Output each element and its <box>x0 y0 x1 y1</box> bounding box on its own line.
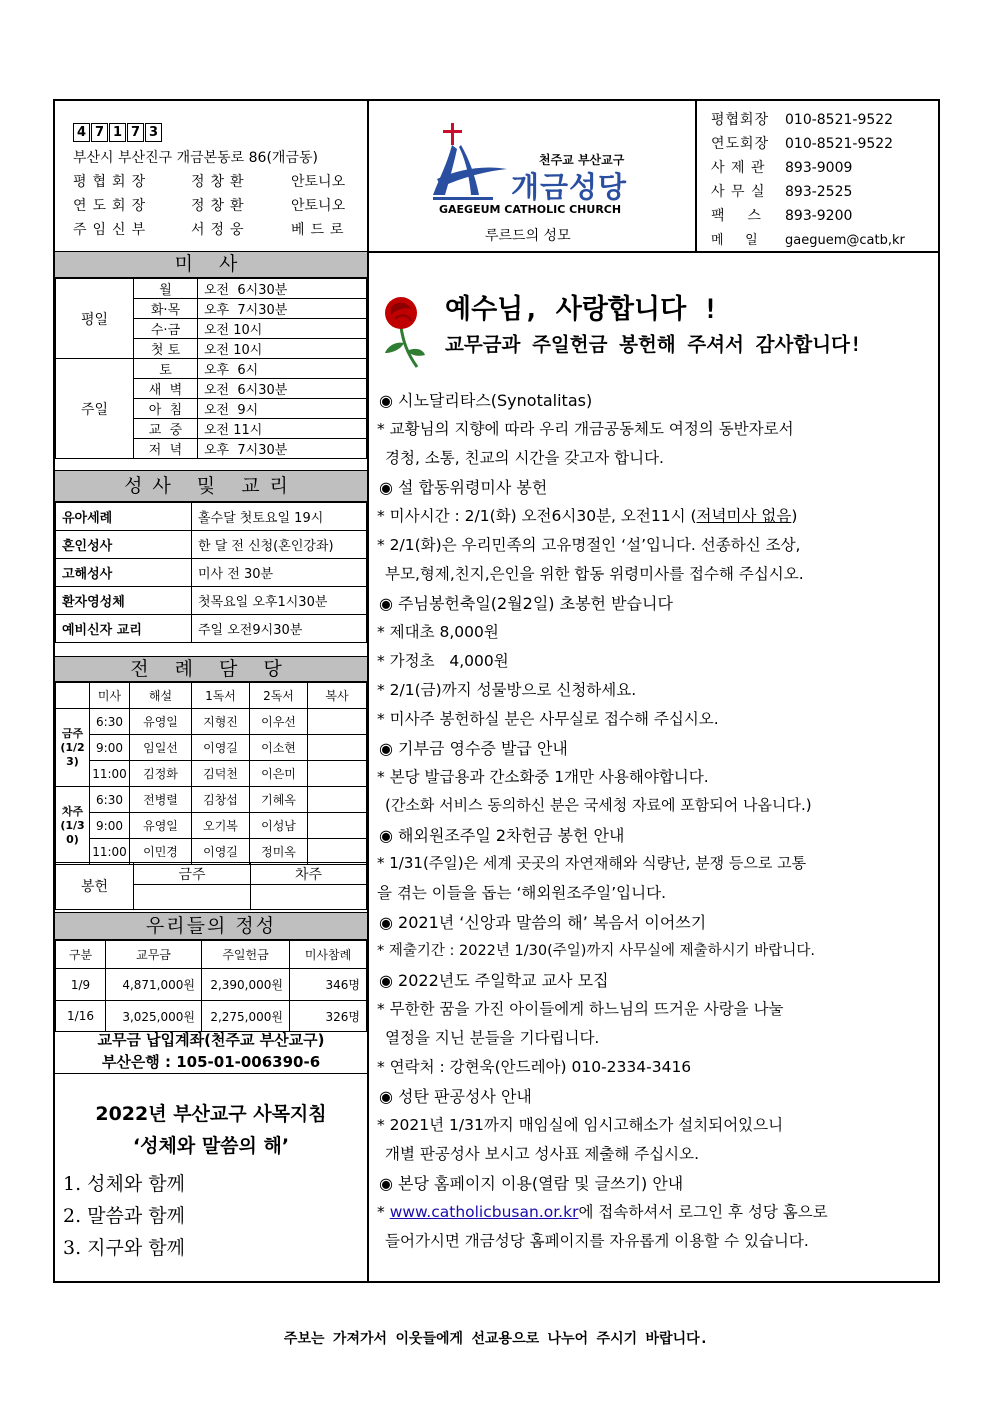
contact-label: 메 일 <box>711 233 759 248</box>
sacrament-value: 한 달 전 신청(혼인강좌) <box>192 531 367 559</box>
mass-day: 토 <box>134 359 198 379</box>
officer-role: 평협회장 <box>73 174 152 190</box>
notice-line: * 연락처 : 강현욱(안드레아) 010-2334-3416 <box>377 1058 692 1076</box>
cell: 유영일 <box>130 813 192 839</box>
notice-line: 부모,형제,친지,은인을 위한 합동 위령미사를 접수해 주십시오. <box>385 565 804 583</box>
pastoral-item: 2. 말씀과 함께 <box>63 1205 185 1227</box>
officer-role: 연도회장 <box>73 198 152 214</box>
cell <box>308 839 367 865</box>
cell: 9:00 <box>90 735 130 761</box>
table-row <box>56 839 367 865</box>
officer-role: 주임신부 <box>73 222 152 238</box>
contact-label: 사 제 관 <box>711 160 766 176</box>
offering-label: 봉헌 <box>56 863 134 910</box>
cell: 전병렬 <box>130 787 192 813</box>
cell: 6:30 <box>90 787 130 813</box>
notice-text: * 미사시간 : 2/1(화) 오전6시30분, 오전11시 ( <box>377 507 697 525</box>
mass-day: 화·목 <box>134 299 198 319</box>
contact-label: 평협회장 <box>711 112 770 128</box>
cell: 이소현 <box>250 735 308 761</box>
main-column <box>369 251 938 1281</box>
week-label: 차주(1/30) <box>56 787 90 865</box>
mass-time: 오전 6시30분 <box>198 379 367 399</box>
notice-line: * 2021년 1/31까지 매임실에 임시고해소가 설치되어있으니 <box>377 1116 784 1134</box>
mass-time: 오전 10시 <box>198 319 367 339</box>
liturgy-table <box>55 682 367 865</box>
officer-name: 정창환 <box>191 198 250 214</box>
mass-time: 오전 9시 <box>198 399 367 419</box>
donations-section-title: 우리들의 정성 <box>55 912 367 940</box>
cell: 이은미 <box>250 761 308 787</box>
column-header: 미사참례 <box>290 941 367 969</box>
mass-day: 저 녁 <box>134 439 198 459</box>
cell: 9:00 <box>90 813 130 839</box>
this-week-header: 금주 <box>134 863 251 885</box>
left-column <box>55 251 369 1281</box>
notice-line: * 1/31(주일)은 세계 곳곳의 자연재해와 식량난, 분쟁 등으로 고통 <box>377 854 807 872</box>
notice-line: 열정을 지닌 분들을 기다립니다. <box>385 1029 600 1047</box>
subheadline: 교무금과 주일헌금 봉헌해 주셔서 감사합니다! <box>445 333 862 356</box>
cell: 346명 <box>290 969 367 1001</box>
contact-row <box>711 181 852 201</box>
headline: 예수님, 사랑합니다 ! <box>445 294 719 325</box>
column-header: 구분 <box>56 941 106 969</box>
contact-value: 893-9009 <box>785 160 853 176</box>
notice-line: * www.catholicbusan.or.kr에 접속하셔서 로그인 후 성당 홈으로 <box>377 1203 828 1221</box>
church-subtitle: 루르드의 성모 <box>485 228 571 244</box>
church-name: 개금성당 <box>511 170 628 204</box>
officer-row <box>73 171 345 191</box>
mass-day: 첫 토 <box>134 339 198 359</box>
notice-text: ) <box>791 507 798 525</box>
contact-row <box>711 229 905 248</box>
table-row <box>56 531 367 559</box>
sacraments-section-title: 성사 및 교리 <box>55 470 367 502</box>
table-row <box>56 615 367 643</box>
mass-schedule-table <box>55 278 367 459</box>
cell: 김덕천 <box>192 761 250 787</box>
mass-day: 교 중 <box>134 419 198 439</box>
zip-digit: 1 <box>109 123 126 142</box>
pastoral-title: 2022년 부산교구 사목지침 <box>95 1103 327 1125</box>
notice-line: (간소화 서비스 동의하신 분은 국세청 자료에 포함되어 나옵니다.) <box>385 796 812 814</box>
next-week-header: 차주 <box>251 863 367 885</box>
cell: 기혜옥 <box>250 787 308 813</box>
header <box>55 101 938 253</box>
donations-table <box>55 940 367 1032</box>
contact-row <box>711 133 893 153</box>
officer-name: 서정웅 <box>191 222 250 238</box>
sacrament-value: 주일 오전9시30분 <box>192 615 367 643</box>
notice-line: 경청, 소통, 친교의 시간을 갖고자 합니다. <box>385 449 664 467</box>
cell: 4,871,000원 <box>106 969 202 1001</box>
cell <box>308 787 367 813</box>
cell: 1/16 <box>56 1001 106 1032</box>
officer-baptismal: 안토니오 <box>291 174 346 190</box>
notice-line: 들어가시면 개금성당 홈페이지를 자유롭게 이용할 수 있습니다. <box>385 1232 809 1250</box>
mass-time: 오후 7시30분 <box>198 439 367 459</box>
cell <box>308 709 367 735</box>
church-logo-icon <box>429 119 509 201</box>
column-header: 2독서 <box>250 683 308 709</box>
sunday-label: 주일 <box>56 359 134 459</box>
sacrament-name: 예비신자 교리 <box>56 615 192 643</box>
column-header: 복사 <box>308 683 367 709</box>
sacraments-table <box>55 502 367 643</box>
sacrament-name: 유아세례 <box>56 503 192 531</box>
cell: 임일선 <box>130 735 192 761</box>
contact-label: 연도회장 <box>711 136 770 152</box>
mass-section-title: 미 사 <box>55 251 367 278</box>
header-address-block <box>55 101 369 251</box>
notice-line: * 제대초 8,000원 <box>377 623 499 641</box>
week-label: 금주(1/23) <box>56 709 90 787</box>
notice-text: 에 접속하셔서 로그인 후 성당 홈으로 <box>578 1203 828 1221</box>
table-row <box>56 969 367 1001</box>
pastoral-item: 1. 성체와 함께 <box>63 1173 185 1195</box>
notice-line <box>377 504 797 526</box>
contact-label: 팩 스 <box>711 208 762 224</box>
zip-code <box>73 123 162 142</box>
cell: 이우선 <box>250 709 308 735</box>
mass-day: 아 침 <box>134 399 198 419</box>
contact-row <box>711 205 852 225</box>
contact-value: 893-2525 <box>785 184 853 200</box>
pastoral-subtitle: ‘성체와 말씀의 해’ <box>132 1135 290 1157</box>
table-row <box>56 1001 367 1032</box>
officer-baptismal: 안토니오 <box>291 198 346 214</box>
footer-note: 주보는 가져가서 이웃들에게 선교용으로 나누어 주시기 바랍니다. <box>283 1331 709 1347</box>
notice-line: * 2/1(화)은 우리민족의 고유명절인 ‘설’입니다. 선종하신 조상, <box>377 536 801 554</box>
account-info <box>55 1029 367 1074</box>
section-title: ◉ 주님봉헌축일(2월2일) 초봉헌 받습니다 <box>379 594 673 613</box>
cell: 이성남 <box>250 813 308 839</box>
mass-day: 새 벽 <box>134 379 198 399</box>
cell: 3,025,000원 <box>106 1001 202 1032</box>
table-row <box>56 279 367 299</box>
header-contacts <box>697 101 938 251</box>
column-header: 미사 <box>90 683 130 709</box>
cell: 326명 <box>290 1001 367 1032</box>
contact-row <box>711 157 852 177</box>
bulletin-frame <box>53 99 940 1283</box>
column-header: 교무금 <box>106 941 202 969</box>
section-title: ◉ 본당 홈페이지 이용(열람 및 글쓰기) 안내 <box>379 1174 684 1193</box>
cell: 2,275,000원 <box>202 1001 290 1032</box>
homepage-link[interactable]: www.catholicbusan.or.kr <box>389 1203 579 1221</box>
zip-digit: 7 <box>127 123 144 142</box>
officer-baptismal: 베드로 <box>291 222 350 238</box>
notice-line: * 무한한 꿈을 가진 아이들에게 하느님의 뜨거운 사랑을 나눌 <box>377 1000 784 1018</box>
sacrament-value: 미사 전 30분 <box>192 559 367 587</box>
cell <box>308 761 367 787</box>
zip-digit: 3 <box>145 123 162 142</box>
table-row <box>56 587 367 615</box>
officer-row <box>73 195 345 215</box>
section-title: ◉ 해외원조주일 2차헌금 봉헌 안내 <box>379 826 625 845</box>
cell: 김창섭 <box>192 787 250 813</box>
table-row <box>56 709 367 735</box>
offering-table <box>55 862 367 910</box>
section-title: ◉ 시노달리타스(Synotalitas) <box>379 391 593 410</box>
notice-line: * 제출기간 : 2022년 1/30(주일)까지 사무실에 제출하시기 바랍니다. <box>377 943 815 959</box>
pastoral-item: 3. 지구와 함께 <box>63 1237 185 1259</box>
cell: 이영길 <box>192 735 250 761</box>
account-line: 교무금 납입계좌(천주교 부산교구) <box>97 1031 325 1049</box>
table-row <box>56 683 367 709</box>
cell: 11:00 <box>90 839 130 865</box>
cell: 6:30 <box>90 709 130 735</box>
notice-line: * 미사주 봉헌하실 분은 사무실로 접수해 주십시오. <box>377 710 719 728</box>
notice-line: * 가정초 4,000원 <box>377 652 509 670</box>
notice-underlined: 저녁미사 없음 <box>696 507 792 525</box>
mass-day: 수·금 <box>134 319 198 339</box>
cell <box>308 735 367 761</box>
notice-line: 개별 판공성사 보시고 성사표 제출해 주십시오. <box>385 1145 700 1163</box>
mass-time: 오전 11시 <box>198 419 367 439</box>
mass-time: 오후 7시30분 <box>198 299 367 319</box>
table-row <box>56 503 367 531</box>
cell: 이민경 <box>130 839 192 865</box>
cell: 11:00 <box>90 761 130 787</box>
mass-time: 오전 10시 <box>198 339 367 359</box>
zip-digit: 7 <box>91 123 108 142</box>
cell: 이영길 <box>192 839 250 865</box>
contact-value: gaeguem@catb,kr <box>785 233 905 248</box>
notice-line: * 교황님의 지향에 따라 우리 개금공동체도 여정의 동반자로서 <box>377 420 794 438</box>
notice-line: * 본당 발급용과 간소화중 1개만 사용해야합니다. <box>377 768 709 786</box>
mass-time: 오후 6시 <box>198 359 367 379</box>
cell: 오기복 <box>192 813 250 839</box>
cell: 2,390,000원 <box>202 969 290 1001</box>
column-header: 해설 <box>130 683 192 709</box>
notice-line: * 2/1(금)까지 성물방으로 신청하세요. <box>377 681 637 699</box>
table-row <box>56 761 367 787</box>
address: 부산시 부산진구 개금본동로 86(개금동) <box>73 150 318 166</box>
notice-line: 을 겪는 이들을 돕는 ‘해외원조주일’입니다. <box>377 884 667 902</box>
contact-row <box>711 109 893 129</box>
section-title: ◉ 2022년도 주일학교 교사 모집 <box>379 971 609 990</box>
table-row <box>56 359 367 379</box>
table-row <box>56 735 367 761</box>
contact-value: 893-9200 <box>785 208 853 224</box>
contact-value: 010-8521-9522 <box>785 112 894 128</box>
table-row <box>56 787 367 813</box>
section-title: ◉ 성탄 판공성사 안내 <box>379 1087 532 1106</box>
sacrament-name: 환자영성체 <box>56 587 192 615</box>
rose-icon <box>377 291 427 371</box>
church-name-english: GAEGEUM CATHOLIC CHURCH <box>439 203 622 216</box>
cell: 유영일 <box>130 709 192 735</box>
diocese-label: 천주교 부산교구 <box>539 153 625 167</box>
contact-label: 사 무 실 <box>711 184 766 200</box>
mass-day: 월 <box>134 279 198 299</box>
table-row <box>56 559 367 587</box>
header-logo-block <box>369 101 697 251</box>
liturgy-section-title: 전 례 담 당 <box>55 656 367 682</box>
mass-time: 오전 6시30분 <box>198 279 367 299</box>
account-number: 부산은행 : 105-01-006390-6 <box>101 1053 321 1071</box>
officer-name: 정창환 <box>191 174 250 190</box>
column-header: 주일헌금 <box>202 941 290 969</box>
cell: 정미옥 <box>250 839 308 865</box>
sacrament-name: 고해성사 <box>56 559 192 587</box>
sacrament-name: 혼인성사 <box>56 531 192 559</box>
cell: 1/9 <box>56 969 106 1001</box>
cell <box>308 813 367 839</box>
sacrament-value: 홀수달 첫토요일 19시 <box>192 503 367 531</box>
table-row <box>56 941 367 969</box>
cell: 지형진 <box>192 709 250 735</box>
officer-row <box>73 219 350 239</box>
cell: 김정화 <box>130 761 192 787</box>
table-row <box>56 863 367 885</box>
section-title: ◉ 2021년 ‘신앙과 말씀의 해’ 복음서 이어쓰기 <box>379 913 707 932</box>
sacrament-value: 첫목요일 오후1시30분 <box>192 587 367 615</box>
contact-value: 010-8521-9522 <box>785 136 894 152</box>
section-title: ◉ 설 합동위령미사 봉헌 <box>379 478 548 497</box>
weekday-label: 평일 <box>56 279 134 359</box>
section-title: ◉ 기부금 영수증 발급 안내 <box>379 739 568 758</box>
zip-digit: 4 <box>73 123 90 142</box>
table-row <box>56 813 367 839</box>
column-header: 1독서 <box>192 683 250 709</box>
